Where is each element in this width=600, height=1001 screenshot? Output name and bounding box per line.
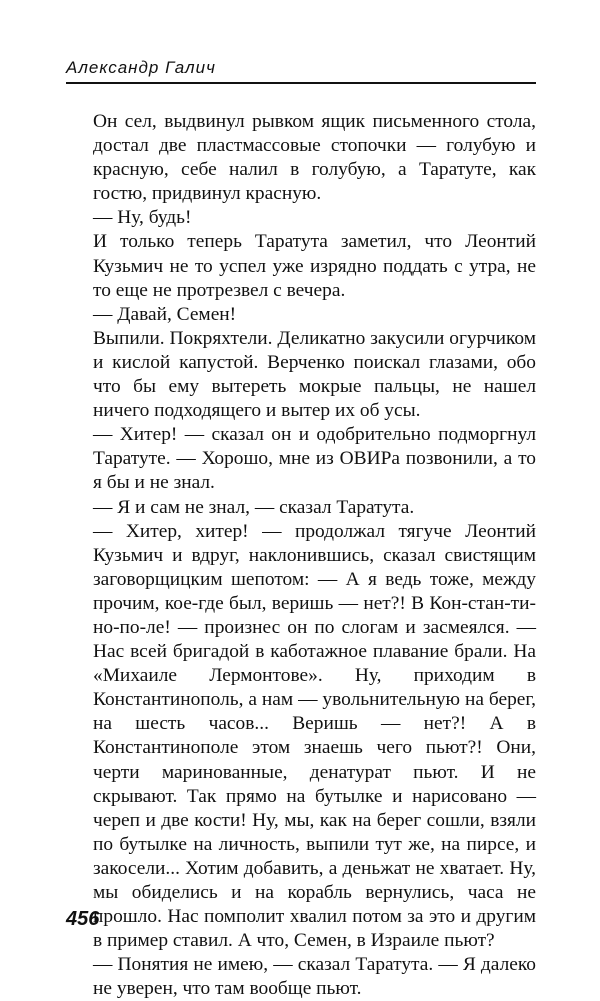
running-header: [66, 56, 536, 84]
paragraph: — Ну, будь!: [93, 207, 192, 229]
paragraph: — Я и сам не знал, — сказал Таратута.: [93, 496, 415, 518]
paragraph: — Давай, Семен!: [93, 303, 237, 325]
paragraph: И только теперь Таратута заметил, что Леонтий Кузьмич не то успел уже изрядно поддать с утра, не то еще не протрезвел с вечера.: [93, 231, 536, 301]
page-number: 456: [66, 908, 100, 930]
paragraph: Выпили. Покряхтели. Деликатно закусили огурчиком и кислой капустой. Верченко поискал глазами, обо что бы ему вытереть мокрые пальцы, не нашел ничего подходящего и вытер их об усы.: [93, 327, 536, 422]
text-body: [93, 110, 536, 1001]
header-author: Александр Галич: [66, 58, 216, 77]
paragraph: Он сел, выдвинул рывком ящик письменного стола, достал две пластмассовые стопочки — голубую и красную, себе налил в голубую, а Таратуте, как гостю, придвинул красную.: [93, 111, 536, 205]
paragraph: — Понятия не имею, — сказал Таратута. — Я далеко не уверен, что там вообще пьют.: [93, 954, 536, 1000]
paragraph: — Хитер, хитер! — продолжал тягуче Леонтий Кузьмич и вдруг, наклонившись, сказал свистящим заговорщицким шепотом: — А я ведь тоже, между прочим, кое-где был, веришь — нет?! В Кон-стан-ти-но-по-ле! — произнес он по слогам и засмеялся. — Нас всей бригадой в каботажное плавание брали. На «Михаиле Лермонтове». Ну, приходим в Константинополь, а нам — увольнительную на берег, на шесть часов... Веришь — нет?! А в Константинополе этом знаешь чего пьют?! Они, черти маринованные, денатурат пьют. И не скрывают. Так прямо на бутылке и нарисовано — череп и две кости! Ну, мы, как на берег сошли, взяли по бутылке на личность, выпили тут же, на пирсе, и закосели... Хотим добавить, а деньжат не хватает. Ну, мы обиделись и на корабль вернулись, часа не прошло. Нас помполит хвалил потом за это и другим в пример ставил. А что, Семен, в Израиле пьют?: [93, 520, 536, 952]
paragraph: — Хитер! — сказал он и одобрительно подморгнул Таратуте. — Хорошо, мне из ОВИРа позвонили, а то я бы и не знал.: [93, 424, 536, 494]
